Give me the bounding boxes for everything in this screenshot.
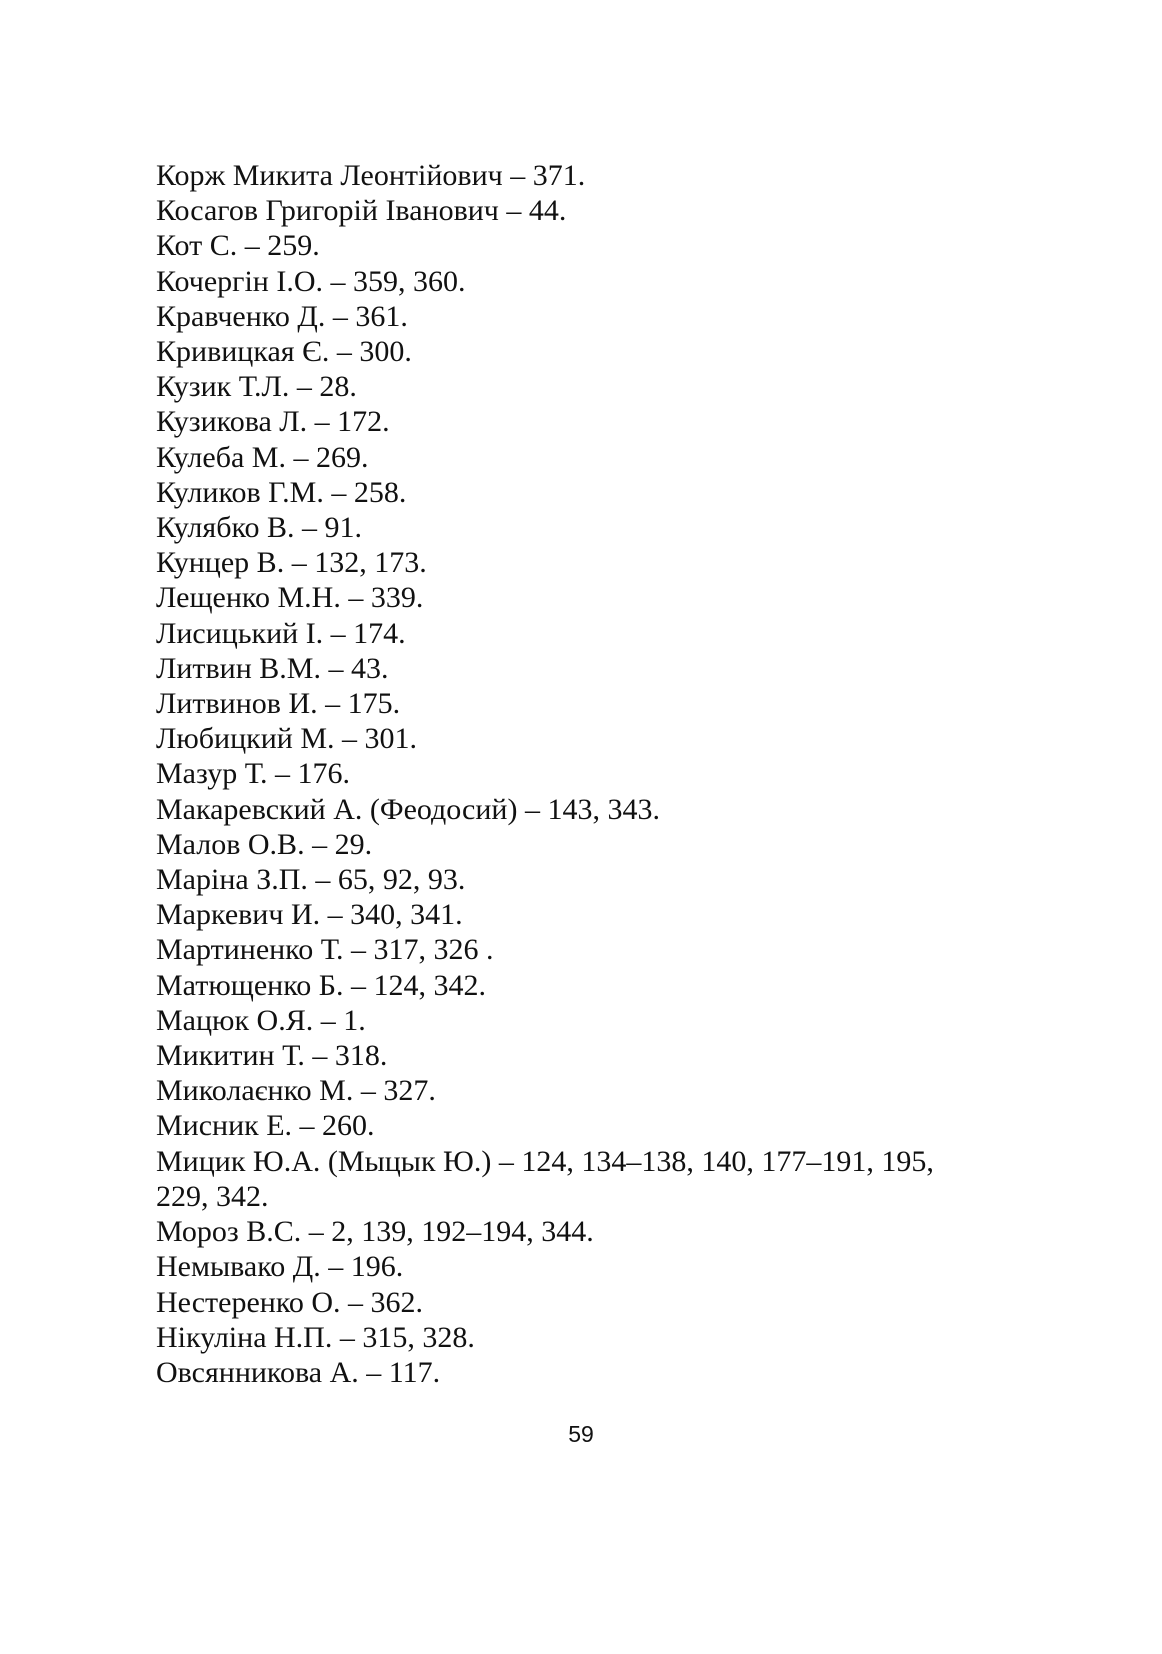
index-entry: Корж Микита Леонтійович – 371.: [156, 159, 586, 192]
index-entry: Немывако Д. – 196.: [156, 1250, 404, 1284]
index-entry: Лисицький І. – 174.: [156, 616, 406, 650]
index-entry: Мороз В.С. – 2, 139, 192–194, 344.: [156, 1215, 594, 1249]
index-entry: Мицик Ю.А. (Мыцык Ю.) – 124, 134–138, 140, 177–191, 195, 229, 342.: [156, 1144, 934, 1213]
index-entry: Макаревский А. (Феодосий) – 143, 343.: [156, 792, 660, 826]
index-entry: Микитин Т. – 318.: [156, 1039, 388, 1073]
index-entry: Кузик Т.Л. – 28.: [156, 370, 357, 404]
index-entry: Литвинов И. – 175.: [156, 687, 401, 721]
index-entry: Лещенко М.Н. – 339.: [156, 581, 424, 615]
index-entry: Любицкий М. – 301.: [156, 722, 417, 756]
index-entry: Нестеренко О. – 362.: [156, 1285, 424, 1319]
index-entry: Куликов Г.М. – 258.: [156, 475, 407, 509]
index-entry: Нікуліна Н.П. – 315, 328.: [156, 1320, 475, 1354]
index-entry: Матющенко Б. – 124, 342.: [156, 968, 486, 1002]
index-entry: Кот С. – 259.: [156, 229, 320, 263]
index-entry: Миколаєнко М. – 327.: [156, 1074, 436, 1108]
index-entry: Мисник Е. – 260.: [156, 1109, 375, 1143]
index-entry: Косагов Григорій Іванович – 44.: [156, 194, 567, 228]
index-entry: Мацюк О.Я. – 1.: [156, 1003, 366, 1037]
name-index-list: [156, 158, 976, 1390]
index-entry: Малов О.В. – 29.: [156, 827, 373, 861]
index-entry: Маріна З.П. – 65, 92, 93.: [156, 863, 466, 897]
index-entry: Мартиненко Т. – 317, 326 .: [156, 933, 494, 967]
index-entry: Мазур Т. – 176.: [156, 757, 351, 791]
index-entry: Кулябко В. – 91.: [156, 511, 363, 545]
index-entry: Кунцер В. – 132, 173.: [156, 546, 427, 580]
page-number: 59: [568, 1421, 594, 1447]
index-entry: Кулеба М. – 269.: [156, 440, 369, 474]
index-entry: Кривицкая Є. – 300.: [156, 335, 412, 369]
index-entry: Литвин В.М. – 43.: [156, 651, 389, 685]
index-entry: Кочергін І.О. – 359, 360.: [156, 264, 466, 298]
index-entry: Овсянникова А. – 117.: [156, 1355, 441, 1389]
index-entry: Кузикова Л. – 172.: [156, 405, 390, 439]
index-entry: Кравченко Д. – 361.: [156, 299, 408, 333]
index-entry: Маркевич И. – 340, 341.: [156, 898, 463, 932]
